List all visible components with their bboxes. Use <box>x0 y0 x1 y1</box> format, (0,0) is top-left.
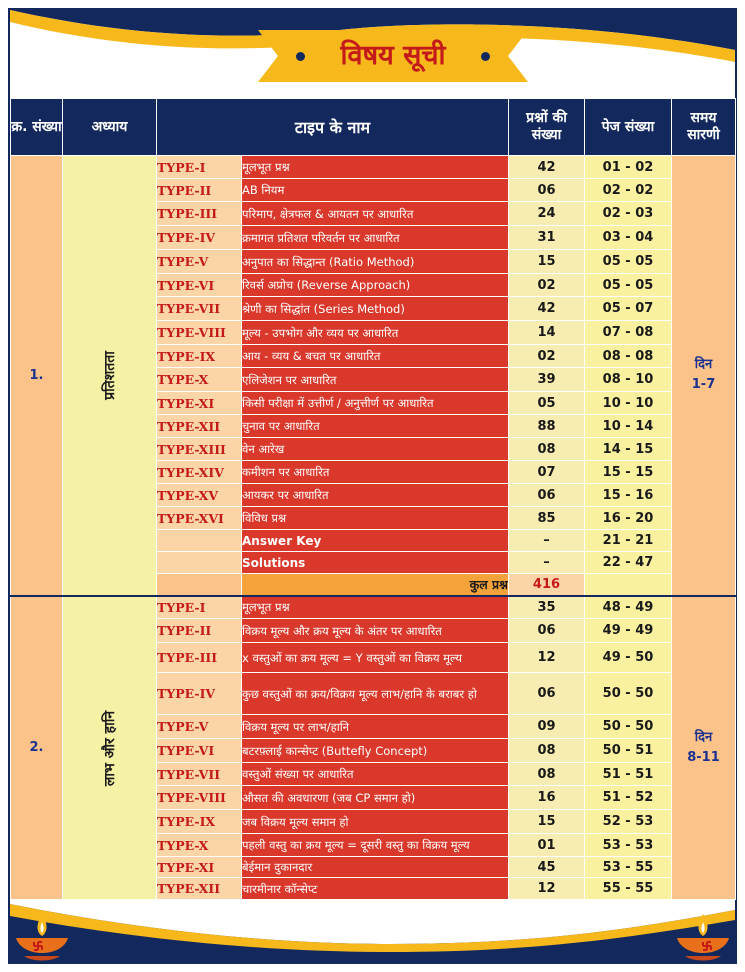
type-name: विविध प्रश्न <box>242 507 509 530</box>
type-name: मूलभूत प्रश्न <box>242 156 509 179</box>
page-range: 02 - 03 <box>585 202 672 226</box>
page-range: 01 - 02 <box>585 156 672 179</box>
question-count: 42 <box>509 297 585 321</box>
type-label: TYPE-IX <box>157 345 242 368</box>
page-range: 51 - 51 <box>585 763 672 786</box>
type-name: AB नियम <box>242 179 509 202</box>
page-range: 15 - 15 <box>585 461 672 484</box>
question-count: 06 <box>509 484 585 507</box>
type-label: TYPE-XVI <box>157 507 242 530</box>
type-name: पहली वस्तु का क्रय मूल्य = दूसरी वस्तु का विक्रय मूल्य <box>242 834 509 857</box>
type-name: क्रमागत प्रतिशत परिवर्तन पर आधारित <box>242 226 509 250</box>
question-count: 01 <box>509 834 585 857</box>
type-label: TYPE-VIII <box>157 321 242 345</box>
type-label: TYPE-III <box>157 202 242 226</box>
type-label: TYPE-IV <box>157 673 242 715</box>
type-name: x वस्तुओं का क्रय मूल्य = Y वस्तुओं का विक्रय मूल्य <box>242 643 509 673</box>
type-name: मूलभूत प्रश्न <box>242 596 509 619</box>
schedule-day-range: 1-7 <box>691 377 716 393</box>
page-range: 10 - 14 <box>585 415 672 438</box>
page-range: 51 - 52 <box>585 786 672 810</box>
page-range: 53 - 53 <box>585 834 672 857</box>
schedule-day-range: 8-11 <box>687 749 720 765</box>
question-count: 42 <box>509 156 585 179</box>
question-count: 06 <box>509 179 585 202</box>
question-count: 85 <box>509 507 585 530</box>
question-count: – <box>509 552 585 574</box>
header-row <box>11 99 736 156</box>
page-range: 02 - 02 <box>585 179 672 202</box>
chapter-number: 1. <box>11 156 63 596</box>
type-label: TYPE-XIII <box>157 438 242 461</box>
type-name: अनुपात का सिद्धान्त (Ratio Method) <box>242 250 509 274</box>
page-range: 08 - 08 <box>585 345 672 368</box>
question-count: 24 <box>509 202 585 226</box>
type-label: TYPE-VII <box>157 297 242 321</box>
question-count: 02 <box>509 274 585 297</box>
question-count: 39 <box>509 368 585 392</box>
question-count: 12 <box>509 643 585 673</box>
type-name: विक्रय मूल्य पर लाभ/हानि <box>242 715 509 739</box>
chapter-name: प्रतिशतता <box>102 351 118 401</box>
question-count: 06 <box>509 619 585 643</box>
schedule-day-label: दिन <box>694 357 713 373</box>
page-range: 05 - 05 <box>585 274 672 297</box>
title-banner <box>258 30 528 82</box>
question-count: 15 <box>509 810 585 834</box>
question-count: 05 <box>509 392 585 415</box>
header-schedule: समय सारणी <box>672 99 736 156</box>
toc-table <box>10 98 736 900</box>
type-name: चुनाव पर आधारित <box>242 415 509 438</box>
question-count: 09 <box>509 715 585 739</box>
question-count: 88 <box>509 415 585 438</box>
schedule-cell <box>672 156 736 596</box>
type-label: TYPE-IV <box>157 226 242 250</box>
question-count: 02 <box>509 345 585 368</box>
table-row <box>11 596 736 619</box>
chapter-name: लाभ और हानि <box>102 710 118 786</box>
type-name: आय - व्यय & बचत पर आधारित <box>242 345 509 368</box>
page-range: 16 - 20 <box>585 507 672 530</box>
question-count: 08 <box>509 739 585 763</box>
page-range: 49 - 50 <box>585 643 672 673</box>
type-name: परिमाप, क्षेत्रफल & आयतन पर आधारित <box>242 202 509 226</box>
page-range: 21 - 21 <box>585 530 672 552</box>
type-name: रिवर्स अप्रोच (Reverse Approach) <box>242 274 509 297</box>
type-name: वस्तुओं संख्या पर आधारित <box>242 763 509 786</box>
question-count: 31 <box>509 226 585 250</box>
type-label: TYPE-X <box>157 834 242 857</box>
type-label: TYPE-XII <box>157 878 242 900</box>
type-name: बटरफ़्लाई कान्सेप्ट (Buttefly Concept) <box>242 739 509 763</box>
type-name: आयकर पर आधारित <box>242 484 509 507</box>
total-questions: 416 <box>509 574 585 596</box>
chapter-name-cell <box>63 596 157 900</box>
question-count: 15 <box>509 250 585 274</box>
header-pages: पेज संख्या <box>585 99 672 156</box>
type-name: मूल्य - उपभोग और व्यय पर आधारित <box>242 321 509 345</box>
type-name: श्रेणी का सिद्धांत (Series Method) <box>242 297 509 321</box>
type-label: TYPE-VI <box>157 274 242 297</box>
page-range: 14 - 15 <box>585 438 672 461</box>
type-label: TYPE-I <box>157 596 242 619</box>
type-label: TYPE-XII <box>157 415 242 438</box>
total-pages-blank <box>585 574 672 596</box>
type-name: औसत की अवधारणा (जब CP समान हो) <box>242 786 509 810</box>
page-range: 08 - 10 <box>585 368 672 392</box>
chapter-number: 2. <box>11 596 63 900</box>
page-range: 50 - 50 <box>585 715 672 739</box>
type-label: TYPE-XV <box>157 484 242 507</box>
type-label: TYPE-V <box>157 250 242 274</box>
table-row <box>11 156 736 179</box>
type-name: चारमीनार कॉन्सेप्ट <box>242 878 509 900</box>
page-range: 05 - 05 <box>585 250 672 274</box>
type-label: TYPE-II <box>157 179 242 202</box>
schedule-day-label: दिन <box>694 729 713 745</box>
header-sno: क्र. संख्या <box>11 99 63 156</box>
type-label: TYPE-XI <box>157 392 242 415</box>
type-name: किसी परीक्षा में उत्तीर्ण / अनुत्तीर्ण पर आधारित <box>242 392 509 415</box>
page-range: 22 - 47 <box>585 552 672 574</box>
type-label <box>157 552 242 574</box>
question-count: 16 <box>509 786 585 810</box>
diya-lamp-icon <box>14 912 70 964</box>
type-label: TYPE-VIII <box>157 786 242 810</box>
type-name: Answer Key <box>242 530 509 552</box>
page-range: 50 - 51 <box>585 739 672 763</box>
header-chapter: अध्याय <box>63 99 157 156</box>
page-title: विषय सूची <box>340 40 446 71</box>
type-name: Solutions <box>242 552 509 574</box>
page-range: 53 - 55 <box>585 857 672 878</box>
question-count: 45 <box>509 857 585 878</box>
type-name: कुछ वस्तुओं का क्रय/विक्रय मूल्य लाभ/हानि के बराबर हो <box>242 673 509 715</box>
type-name: कमीशन पर आधारित <box>242 461 509 484</box>
question-count: 07 <box>509 461 585 484</box>
question-count: 35 <box>509 596 585 619</box>
type-name: वेन आरेख <box>242 438 509 461</box>
type-name: जब विक्रय मूल्य समान हो <box>242 810 509 834</box>
type-label: TYPE-VI <box>157 739 242 763</box>
footer-band <box>10 900 735 962</box>
type-name: विक्रय मूल्य और क्रय मूल्य के अंतर पर आधारित <box>242 619 509 643</box>
page-range: 55 - 55 <box>585 878 672 900</box>
header-type-name: टाइप के नाम <box>157 99 509 156</box>
page-range: 10 - 10 <box>585 392 672 415</box>
page-range: 05 - 07 <box>585 297 672 321</box>
page-range: 15 - 16 <box>585 484 672 507</box>
type-label: TYPE-II <box>157 619 242 643</box>
type-label: TYPE-V <box>157 715 242 739</box>
type-name: बेईमान दुकानदार <box>242 857 509 878</box>
question-count: 12 <box>509 878 585 900</box>
question-count: 08 <box>509 438 585 461</box>
header-questions: प्रश्नों की संख्या <box>509 99 585 156</box>
chapter-name-cell <box>63 156 157 596</box>
question-count: 06 <box>509 673 585 715</box>
question-count: – <box>509 530 585 552</box>
total-spacer <box>157 574 242 596</box>
type-label: TYPE-IX <box>157 810 242 834</box>
page-range: 03 - 04 <box>585 226 672 250</box>
type-label: TYPE-XIV <box>157 461 242 484</box>
type-label: TYPE-X <box>157 368 242 392</box>
type-name: एलिजेशन पर आधारित <box>242 368 509 392</box>
question-count: 14 <box>509 321 585 345</box>
type-label: TYPE-I <box>157 156 242 179</box>
type-label: TYPE-III <box>157 643 242 673</box>
page-range: 07 - 08 <box>585 321 672 345</box>
type-label <box>157 530 242 552</box>
diya-lamp-icon <box>675 912 731 964</box>
page-range: 52 - 53 <box>585 810 672 834</box>
type-label: TYPE-VII <box>157 763 242 786</box>
question-count: 08 <box>509 763 585 786</box>
page-range: 50 - 50 <box>585 673 672 715</box>
page-range: 49 - 49 <box>585 619 672 643</box>
page-range: 48 - 49 <box>585 596 672 619</box>
total-label: कुल प्रश्न <box>242 574 509 596</box>
schedule-cell <box>672 596 736 900</box>
type-label: TYPE-XI <box>157 857 242 878</box>
